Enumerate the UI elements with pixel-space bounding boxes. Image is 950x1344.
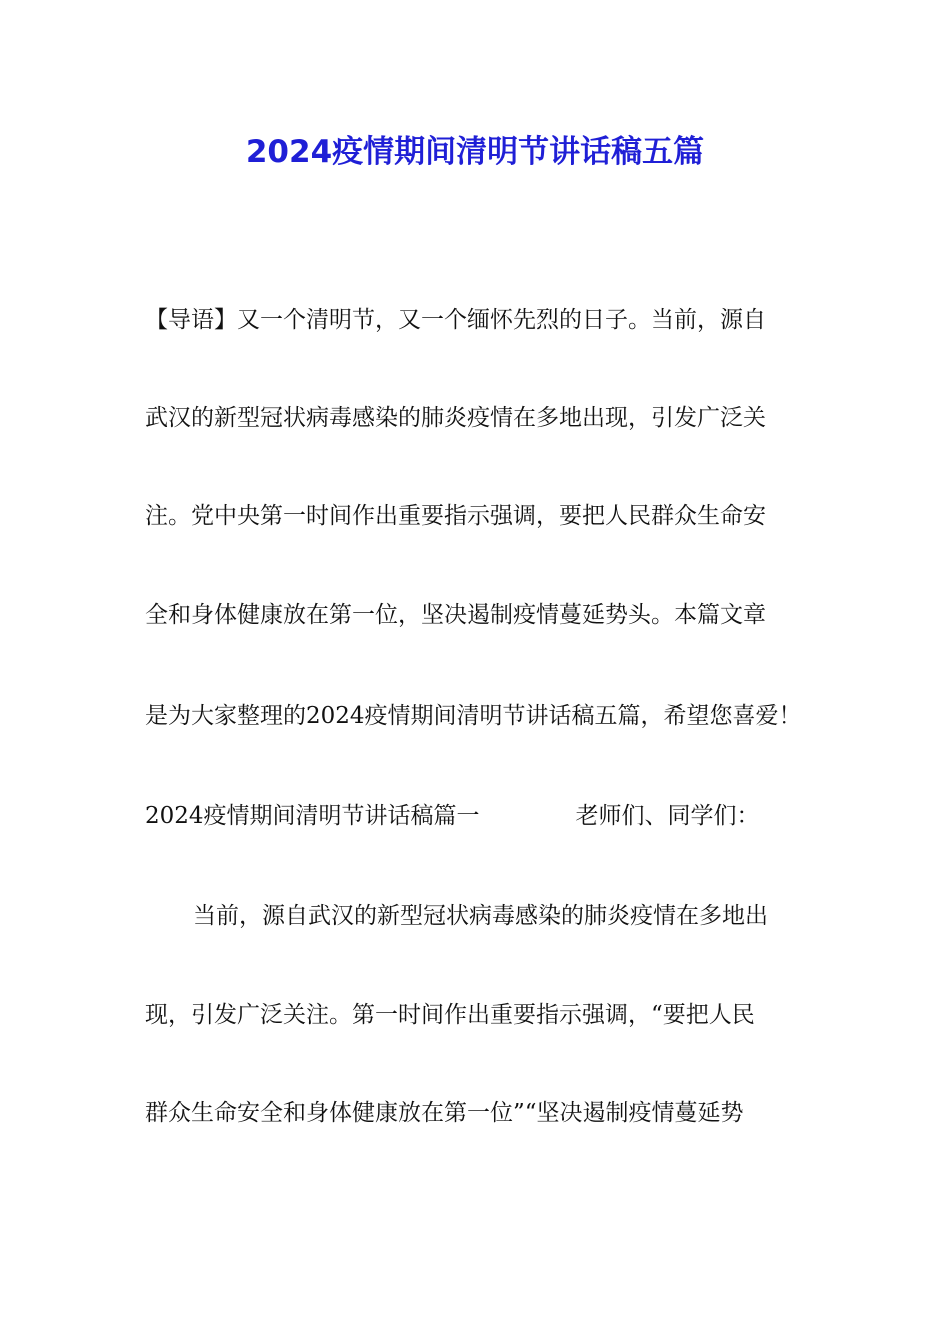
intro-line: 【导语】又一个清明节，又一个缅怀先烈的日子。当前，源自 [145, 307, 766, 333]
intro-line: 武汉的新型冠状病毒感染的肺炎疫情在多地出现，引发广泛关 [145, 405, 766, 431]
body-line: 群众生命安全和身体健康放在第一位”“坚决遏制疫情蔓延势 [145, 1100, 744, 1126]
intro-line: 是为大家整理的2024疫情期间清明节讲话稿五篇，希望您喜爱！ [145, 703, 802, 729]
intro-line: 注。党中央第一时间作出重要指示强调，要把人民群众生命安 [145, 503, 766, 529]
intro-line: 全和身体健康放在第一位，坚决遏制疫情蔓延势头。本篇文章 [145, 602, 766, 628]
document-title: 2024疫情期间清明节讲话稿五篇 [245, 134, 705, 170]
section-heading: 2024疫情期间清明节讲话稿篇一 [145, 803, 480, 829]
salutation: 老师们、同学们： [575, 803, 760, 829]
section-heading-row [145, 796, 845, 836]
body-line: 现，引发广泛关注。第一时间作出重要指示强调，“要把人民 [145, 1002, 755, 1028]
body-line: 当前，源自武汉的新型冠状病毒感染的肺炎疫情在多地出 [193, 903, 768, 929]
